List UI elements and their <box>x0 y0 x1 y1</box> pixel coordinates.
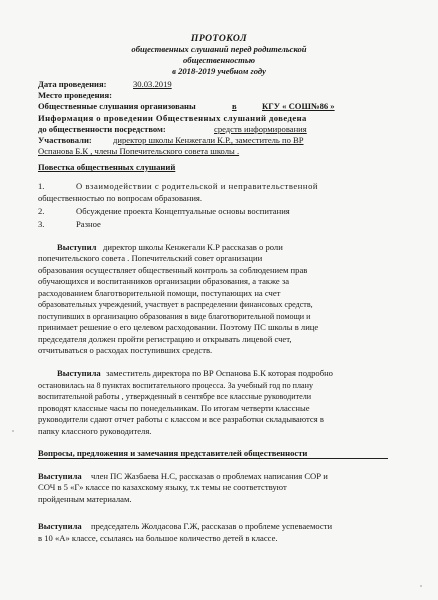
speech2-line4: проводят классные часы по понедельникам. По итогам четверти классные <box>38 403 310 413</box>
section-divider <box>38 458 388 459</box>
speech1-line8: принимает решение о его целевом расходовании. Поэтому ПС школы в лице <box>38 322 319 332</box>
agenda-item1-line2: общественностью по вопросам образования. <box>38 193 203 203</box>
organized-prep: в <box>232 101 237 111</box>
document-subtitle-line1: общественных слушаний перед родительской <box>131 44 307 54</box>
date-value: 30.03.2019 <box>133 79 172 89</box>
speech1-line2: попечительского совета . Попечительский совет организации <box>38 253 263 263</box>
speech1-line7: поступивших в организацию образования в виде благотворительной помощи и <box>38 312 311 321</box>
organized-value: КГУ « СОШ№86 » <box>262 101 335 111</box>
question1-lead: Выступила <box>38 471 82 481</box>
participants-line2: Оспанова Б.К , члены Попечительского совета школы . <box>38 146 240 156</box>
speech1-line4: обучающихся и воспитанников организации образования, а также за <box>38 276 290 286</box>
agenda-item2-text: Обсуждение проекта Концептуальные основы воспитания <box>76 206 290 216</box>
document-subtitle-line3: в 2018-2019 учебном году <box>172 66 266 76</box>
question2-lead: Выступила <box>38 521 82 531</box>
participants-label: Участвовали: <box>38 135 92 145</box>
scan-speckle <box>12 430 14 432</box>
agenda-item2-number: 2. <box>38 206 45 216</box>
speech1-line6: образовательных учреждений, участвует в распределении финансовых средств, <box>38 300 313 309</box>
agenda-item1-number: 1. <box>38 181 45 191</box>
speech2-line5: руководители сдают отчет работы с классом и все разработки складываются в <box>38 414 324 424</box>
question1-line3: пройденным материалам. <box>38 494 132 504</box>
speech2-line1: заместитель директора по ВР Оспанова Б.К которая подробно <box>106 368 333 378</box>
agenda-item3-number: 3. <box>38 219 45 229</box>
place-label: Место проведения: <box>38 90 113 100</box>
organized-label: Общественные слушания организованы <box>38 101 196 111</box>
speech2-line2: остановилась на 8 пунктах воспитательного процесса. За учебный год по плану <box>38 381 314 390</box>
speech2-line3: воспитательной работы , утвержденный в сентябре все классные руководители <box>38 392 312 401</box>
question1-line1: член ПС Жазбаева Н.С, рассказав о проблемах написания СОР и <box>91 471 328 481</box>
question2-line1: председатель Жолдасова Г.Ж, рассказав о проблеме успеваемости <box>91 521 333 531</box>
info-label-line1: Информация о проведении Общественных слушаний доведена <box>38 113 307 123</box>
speech1-line10: отчитываться о расходах поступивших средств. <box>38 345 213 355</box>
speech1-lead: Выступил <box>57 242 97 252</box>
speech2-line6: папку классного руководителя. <box>38 426 152 436</box>
agenda-item1-line1: О взаимодействии с родительской и неправительственной <box>76 181 319 191</box>
speech1-line9: председателя должен пройти регистрацию и открывать лицевой счет, <box>38 334 292 344</box>
questions-title: Вопросы, предложения и замечания представителей общественности <box>38 448 308 458</box>
info-value: средств информирования <box>214 124 307 134</box>
question2-line2: в 10 «А» классе, ссылаясь на большое количество детей в классе. <box>38 533 278 543</box>
document-title: ПРОТОКОЛ <box>190 33 248 44</box>
agenda-title: Повестка общественных слушаний <box>38 162 176 172</box>
participants-line1: директор школы Кенжегали К.Р., заместитель по ВР <box>113 135 304 145</box>
speech1-line5: расходованием благотворительной помощи, поступающих на счет <box>38 288 281 298</box>
agenda-item3-text: Разное <box>76 219 101 229</box>
speech2-lead: Выступила <box>57 368 101 378</box>
info-label-line2: до общественности посредством: <box>38 124 166 134</box>
speech1-line1: директор школы Кенжегали К.Р рассказав о роли <box>103 242 283 252</box>
speech1-line3: образования осуществляет общественный контроль за соблюдением прав <box>38 265 308 275</box>
document-subtitle-line2: общественностью <box>182 55 256 65</box>
question1-line2: СОЧ в 5 «Г» классе по казахскому языку, т.к темы не соответствуют <box>38 482 287 492</box>
date-label: Дата проведения: <box>38 79 107 89</box>
scan-speckle <box>420 585 422 587</box>
